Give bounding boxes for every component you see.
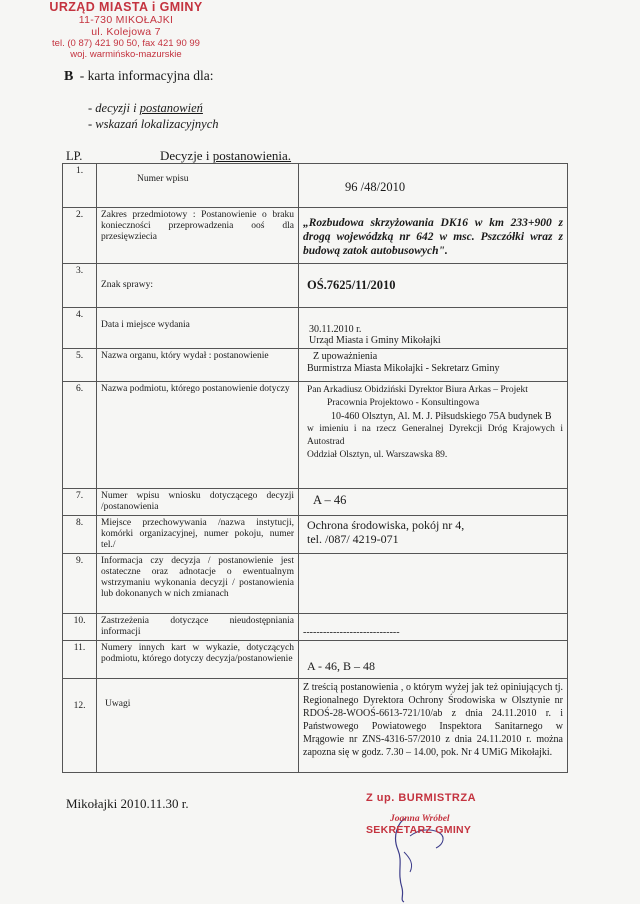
row-label: Numer wpisu wniosku dotyczącego decyzji /postanowienia [97, 489, 299, 516]
table-row [63, 516, 568, 554]
row-value: A – 46 [299, 489, 568, 516]
table-row [63, 264, 568, 308]
table-row [63, 308, 568, 349]
info-table [62, 163, 568, 773]
kind-decisions: - decyzji i [88, 101, 137, 115]
table-row [63, 349, 568, 382]
row-value: Z treścią postanowienia , o którym wyżej jak też opiniujących tj. Regionalnego Dyrektora Ochrony Środowiska w Olsztynie nr RDOŚ-28-WOOŚ-6613-721/10/ab z dnia 24.11.2010 r. i Państwowego Powiatowego Inspektora Sanitarnego w Mrągowie nr ZNS-4316-57/2010 z dnia 24.11.2010 r. można zapozna się w godz. 7.30 – 14.00, pok. Nr 4 UMiG Mikołajki. [299, 679, 568, 773]
table-row [63, 679, 568, 773]
stamp-line-region: woj. warmińsko-mazurskie [70, 49, 182, 60]
row-value: Z upoważnienia Burmistrza Miasta Mikołajki - Sekretarz Gminy [299, 349, 568, 382]
card-letter: B [64, 69, 74, 84]
card-header [64, 68, 214, 85]
row-number: 6. [63, 382, 97, 489]
stamp-line-city: 11-730 MIKOŁAJKI [78, 14, 174, 26]
row-number: 11. [63, 641, 97, 679]
row-label: Data i miejsce wydania [97, 308, 299, 349]
handwritten-signature [348, 792, 588, 904]
row-number: 4. [63, 308, 97, 349]
row-number: 8. [63, 516, 97, 554]
card-header-text: - karta informacyjna dla: [79, 68, 214, 83]
row-value [299, 554, 568, 614]
row-number: 2. [63, 208, 97, 264]
kind-orders: postanowień [139, 101, 203, 115]
row-value: Pan Arkadiusz Obidziński Dyrektor Biura Arkas – Projekt Pracownia Projektowo - Konsultingowa 10-460 Olsztyn, Al. M. J. Piłsudskiego 75A budynek B w imieniu i na rzecz Generalnej Dyrekcji Dróg Krajowych i Autostrad Oddział Olsztyn, ul. Warszawska 89. [299, 382, 568, 489]
row-number: 10. [63, 614, 97, 641]
row-label: Nazwa podmiotu, którego postanowienie dotyczy [97, 382, 299, 489]
row-value: 96 /48/2010 [299, 164, 568, 208]
row-label: Znak sprawy: [97, 264, 299, 308]
stamp-line-phone: tel. (0 87) 421 90 50, fax 421 90 99 [52, 38, 200, 49]
row-value: „Rozbudowa skrzyżowania DK16 w km 233+900 z drogą wojewódzką nr 642 w msc. Pszczółki wraz z budową zatok autobusowych". [299, 208, 568, 264]
table-row [63, 382, 568, 489]
row-value: ----------------------------- [299, 614, 568, 641]
row-label: Zakres przedmiotowy : Postanowienie o braku konieczności przeprowadzenia ooś dla przesięwziecia [97, 208, 299, 264]
lp-heading: LP. [66, 149, 83, 163]
table-row [63, 641, 568, 679]
signature-authorization: Z up. BURMISTRZA [366, 792, 477, 804]
row-label: Zastrzeżenia dotyczące nieudostępniania informacji [97, 614, 299, 641]
row-label: Nazwa organu, który wydał : postanowienie [97, 349, 299, 382]
table-title: Decyzje i postanowienia. [160, 148, 292, 163]
signature-position: SEKRETARZ GMINY [366, 824, 472, 836]
place-and-date: Mikołajki 2010.11.30 r. [66, 796, 189, 811]
row-number: 9. [63, 554, 97, 614]
row-value: A - 46, B – 48 [299, 641, 568, 679]
card-kinds [88, 100, 219, 132]
row-label: Numer wpisu [97, 164, 299, 208]
row-number: 1. [63, 164, 97, 208]
table-row [63, 164, 568, 208]
signature-name: Joanna Wróbel [390, 814, 450, 824]
row-label: Informacja czy decyzja / postanowienie jest ostateczne oraz adnotacje o ewentualnym wstrzymaniu wykonania decyzji / postanowienia lub dokonanych w nich zmianach [97, 554, 299, 614]
row-number: 5. [63, 349, 97, 382]
table-row [63, 614, 568, 641]
row-label: Uwagi [97, 679, 299, 773]
row-number: 12. [63, 679, 97, 773]
office-stamp [6, 0, 246, 60]
row-number: 3. [63, 264, 97, 308]
row-value: OŚ.7625/11/2010 [299, 264, 568, 308]
row-label: Miejsce przechowywania /nazwa instytucji, komórki organizacyjnej, numer pokoju, numer tel./ [97, 516, 299, 554]
table-row [63, 489, 568, 516]
table-row [63, 554, 568, 614]
row-number: 7. [63, 489, 97, 516]
stamp-line-office: URZĄD MIASTA i GMINY [49, 0, 203, 14]
row-value: Ochrona środowiska, pokój nr 4, tel. /087/ 4219-071 [299, 516, 568, 554]
row-value: 30.11.2010 r. Urząd Miasta i Gminy Mikołajki [299, 308, 568, 349]
kind-location: - wskazań lokalizacyjnych [88, 117, 219, 131]
table-row [63, 208, 568, 264]
stamp-line-street: ul. Kolejowa 7 [91, 26, 161, 38]
row-label: Numery innych kart w wykazie, dotyczących podmiotu, którego dotyczy decyzja/postanowienie [97, 641, 299, 679]
